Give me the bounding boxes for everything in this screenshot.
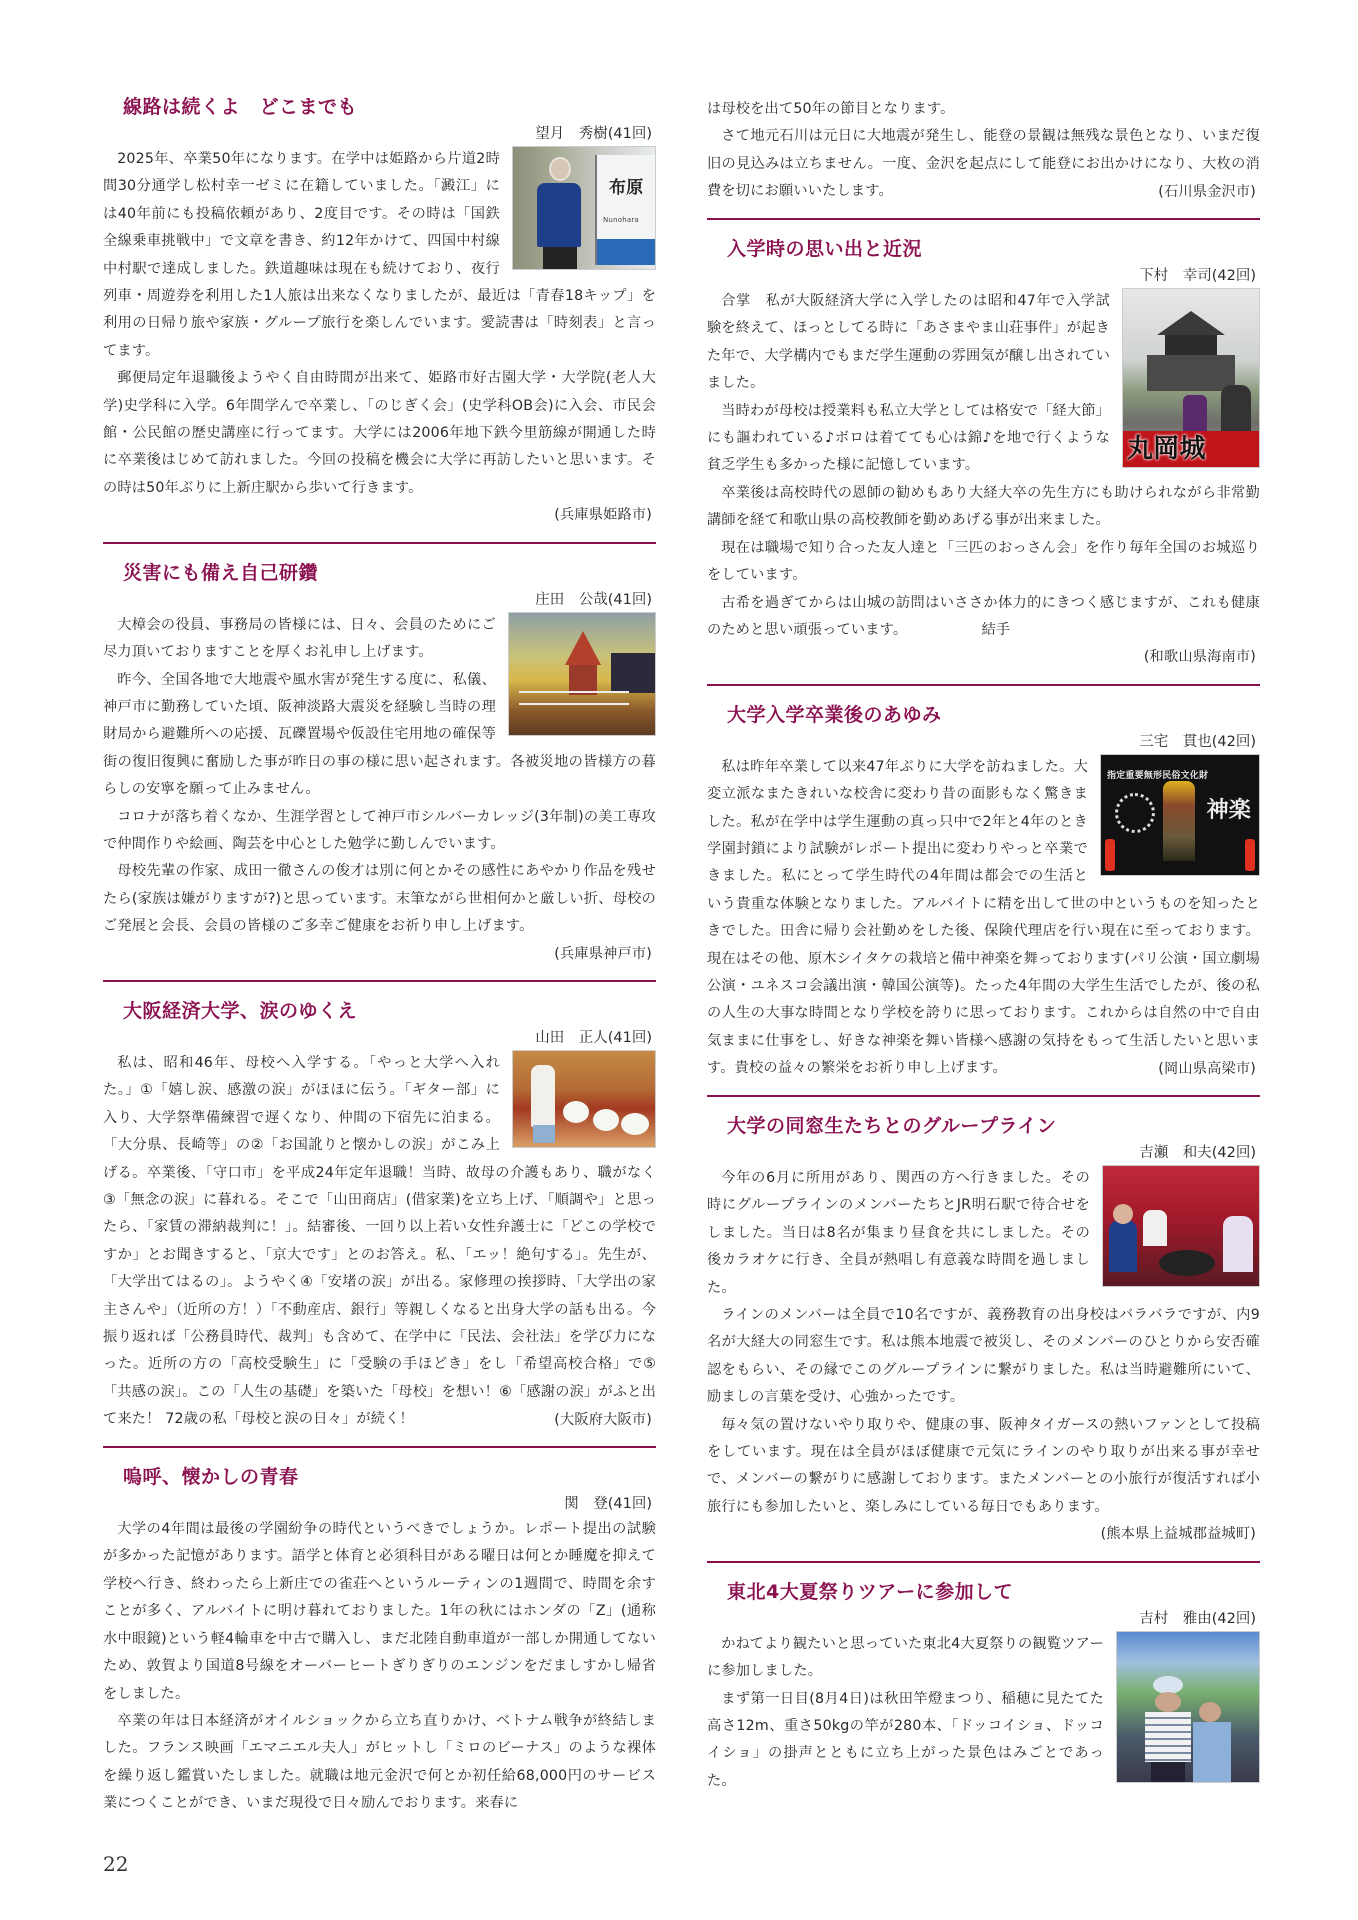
kagura-banner-text: 指定重要無形民俗文化財	[1107, 770, 1209, 781]
article-author: 下村 幸司(42回)	[1139, 268, 1256, 285]
article-senro	[103, 92, 656, 530]
paragraph: さて地元石川は元日に大地震が発生し、能登の景観は無残な景色となり、いまだ復旧の見込みは立ちません。一度、金沢を起点にして能登にお出かけになり、大枚の消費を切にお願いいたします。	[707, 128, 1260, 200]
article-continuation	[707, 96, 1260, 206]
article-body	[103, 1050, 656, 1434]
paragraph: 郵便局定年退職後ようやく自由時間が出来て、姫路市好古園大学・大学院(老人大学)史学科に入学。6年間学んで卒業し、「のじぎく会」(史学科OB会)に入会、市民会館・公民館の歴史講座に行ってます。大学には2006年地下鉄今里筋線が開通した時に卒業後はじめて訪れました。今回の投稿を機会に大学に再訪したいと思います。その時は50年ぶりに上新庄駅から歩いて行きます。	[103, 370, 656, 496]
article-title: 大学の同窓生たちとのグループライン	[727, 1115, 1057, 1137]
section-divider	[707, 1095, 1260, 1097]
article-location: (兵庫県姫路市)	[554, 507, 652, 524]
section-divider	[707, 1561, 1260, 1563]
paragraph: コロナが落ち着くなか、生涯学習として神戸市シルバーカレッジ(3年制)の美工専攻で仲間作りや絵画、陶芸を中心とした勉学に勤しんでいます。	[103, 808, 656, 852]
article-saigai	[103, 558, 656, 968]
article-body	[707, 288, 1260, 672]
article-author: 三宅 貫也(42回)	[1139, 733, 1256, 750]
paragraph: 母校先輩の作家、成田一徹さんの俊才は別に何とかその感性にあやかり作品を残せたら(家族は嫌がりますが?)と思っています。末筆ながら世相何かと厳しい折、母校のご発展と会長、会員の皆様のご多幸ご健康をお祈り申し上げます。	[103, 863, 656, 935]
article-title: 嗚呼、懐かしの青春	[123, 1466, 299, 1489]
article-author: 吉瀬 和夫(42回)	[1139, 1145, 1256, 1161]
section-divider	[103, 980, 656, 982]
article-seishun	[103, 1462, 656, 1817]
paragraph-text: 古希を過ぎてからは山城の訪問はいささか体力的にきつく感じますが、これも健康のためと思い頑張っています。	[707, 594, 1260, 638]
article-location: (石川県金沢市)	[1158, 183, 1256, 200]
article-title: 災害にも備え自己研鑽	[123, 561, 319, 584]
photo-karaoke	[1102, 1165, 1260, 1287]
station-sign	[595, 155, 655, 265]
photo-tanabata	[1116, 1631, 1260, 1783]
article-author: 山田 正人(41回)	[535, 1029, 652, 1046]
article-body	[103, 1516, 656, 1817]
paragraph: かねてより観たいと思っていた東北4大夏祭りの観覧ツアーに参加しました。	[707, 1635, 1104, 1680]
article-title: 東北4大夏祭りツアーに参加して	[727, 1580, 1014, 1603]
paragraph: 合掌 私が大阪経済大学に入学したのは昭和47年で入学試験を終えて、ほっとしてる時に「あさまやま山荘事件」が起きた年で、大学構内でもまだ学生運動の雰囲気が醸し出されていました。	[707, 293, 1110, 392]
article-author: 庄田 公哉(41回)	[535, 591, 652, 608]
article-body	[707, 1165, 1260, 1549]
paragraph: まず第一日目(8月4日)は秋田竿燈まつり、稲穂に見たてた高さ12m、重さ50kgの竿が280本、「ドッコイショ、ドッコイショ」の掛声とともに立ち上がった景色はみごとであった。	[707, 1690, 1104, 1789]
paragraph: は母校を出て50年の節目となります。	[707, 101, 955, 117]
photo-kagura	[1100, 754, 1260, 876]
article-group-line	[707, 1111, 1260, 1549]
article-natsumatsuri	[707, 1577, 1260, 1795]
article-namida	[103, 996, 656, 1434]
section-divider	[707, 218, 1260, 220]
article-nyugaku	[707, 234, 1260, 672]
paragraph: ラインのメンバーは全員で10名ですが、義務教育の出身校はバラバラですが、内9名が大経大の同窓生です。私は熊本地震で被災し、そのメンバーのひとりから安否確認をもらい、その縁でこのグループラインに繋がりました。私は当時避難所にいて、励ましの言葉を受け、心強かったです。	[707, 1307, 1260, 1406]
photo-bar-flowers	[512, 1050, 656, 1148]
article-body	[707, 1631, 1260, 1795]
photo-castle	[1122, 288, 1260, 468]
article-body	[707, 96, 1260, 206]
article-body	[103, 612, 656, 968]
article-location: (熊本県上益城郡益城町)	[1100, 1526, 1256, 1543]
article-location: (兵庫県神戸市)	[554, 945, 652, 962]
article-body	[103, 146, 656, 530]
article-title: 線路は続くよ どこまでも	[123, 96, 358, 118]
castle-caption: 丸岡城	[1127, 433, 1206, 464]
photo-painting	[508, 612, 656, 736]
article-location: (岡山県高梁市)	[1158, 1060, 1256, 1077]
paragraph: 今年の6月に所用があり、関西の方へ行きました。その時にグループラインのメンバーたちとJR明石駅で待合せをしました。当日は8名が集まり昼食を共にしました。その後カラオケに行き、全員が熱唱し有意義な時間を過しました。	[707, 1170, 1090, 1296]
article-author: 関 登(41回)	[564, 1496, 652, 1513]
paragraph: 毎々気の置けないやり取りや、健康の事、阪神タイガースの熱いファンとして投稿をしています。現在は全員がほぼ健康で元気にラインのやり取りが出来る事が幸せで、メンバーの繋がりに感謝しております。またメンバーとの小旅行が復活すれば小旅行にも参加したいと、楽しみにしている毎日でもあります。	[707, 1416, 1260, 1515]
section-divider	[103, 542, 656, 544]
paragraph: 卒業の年は日本経済がオイルショックから立ち直りかけ、ベトナム戦争が終結しました。フランス映画「エマニエル夫人」がヒットし「ミロのビーナス」のような裸体を繰り返し鑑賞いたしました。就職は地元金沢で何とか初任給68,000円のサービス業につくことができ、いまだ現役で日々励んでおります。来春に	[103, 1712, 656, 1812]
signoff: 結手	[981, 621, 1011, 638]
paragraph: 大樟会の役員、事務局の皆様には、日々、会員のためにご尽力頂いておりますことを厚くお礼申し上げます。	[103, 616, 496, 661]
photo-station	[512, 146, 656, 270]
paragraph: 昨今、全国各地で大地震や風水害が発生する度に、私儀、神戸市に勤務していた頃、阪神淡路大震災を経験し当時の理財局から避難所への応援、瓦礫置場や仮設住宅用地の確保等街の復旧復興に奮励した事が昨日の事の様に思い起されます。各被災地の皆様方の暮らしの安寧を願って止みません。	[103, 671, 656, 798]
person-figure	[537, 157, 583, 269]
paragraph: 卒業後は高校時代の恩師の勧めもあり大経大卒の先生方にも助けられながら非常勤講師を経て和歌山県の高校教師を勤めあげる事が出来ました。	[707, 484, 1260, 529]
paragraph: 大学の4年間は最後の学園紛争の時代というべきでしょうか。レポート提出の試験が多かった記憶があります。語学と体育と必須科目がある曜日は何とか睡魔を抑えて学校へ行き、終わったら上新庄での雀荘へというルーティンの1週間で、時間を余すことが多く、アルバイトに明け暮れておりました。1年の秋にはホンダの「Z」(通称水中眼鏡)という軽4輪車を中古で購入し、まだ北陸自動車道が一部しか開通してないため、敦賀より国道8号線をオーバーヒートぎりぎりのエンジンをだましすかし帰省をしました。	[103, 1521, 656, 1702]
right-column	[707, 96, 1260, 1795]
paragraph	[707, 590, 1260, 645]
article-title: 入学時の思い出と近況	[727, 238, 923, 261]
sign-text: 布原	[609, 178, 644, 198]
article-author: 吉村 雅由(42回)	[1139, 1610, 1256, 1627]
paragraph: 私は昨年卒業して以来47年ぶりに大学を訪ねました。大変立派なまたきれいな校舎に変わり昔の面影もなく驚きました。私が在学中は学生運動の真っ只中で2年と4年のとき学園封鎖により試験がレポート提出に変わりやっと卒業できました。私にとって学生時代の4年間は都会での生活という貴重な体験となりました。アルバイトに精を出して世の中というものを知ったときでした。田舎に帰り会社勤めをした後、保険代理店を行い現在に至っております。現在はその他、原木シイタケの栽培と備中神楽を舞っております(パリ公演・国立劇場公演・ユネスコ会議出演・韓国公演等)。たった4年間の大学生生活でしたが、後の私の人生の大事な時間となり学校を誇りに思っております。これからは自然の中で自由気ままに仕事をし、好きな神楽を舞い皆様へ感謝の気持をもって生活したいと思います。貴校の益々の繁栄をお祈り申し上げます。	[707, 758, 1260, 1077]
article-ayumi	[707, 700, 1260, 1083]
left-column	[103, 92, 656, 1818]
section-divider	[103, 1446, 656, 1448]
article-body	[707, 754, 1260, 1083]
page-number: 22	[103, 1852, 129, 1876]
article-title: 大学入学卒業後のあゆみ	[727, 703, 942, 726]
article-location: (大阪府大阪市)	[554, 1411, 652, 1428]
paragraph: 私は、昭和46年、母校へ入学する。「やっと大学へ入れた。」①「嬉し涙、感激の涙」がほほに伝う。「ギター部」に入り、大学祭準備練習で遅くなり、仲間の下宿先に泊まる。「大分県、長崎等」の②「お国訛りと懐かしの涙」がこみ上げる。卒業後、「守口市」を平成24年定年退職！当時、故母の介護もあり、職がなく③「無念の涙」に暮れる。そこで「山田商店」(借家業)を立ち上げ、「順調や」と思ったら、「家賃の滞納裁判に！」。結審後、一回り以上若い女性弁護士に「どこの学校ですか」とお聞きすると、「京大です」とのお答え。私、「エッ！絶句する」。先生が、「大学出てはるの」。ようやく④「安堵の涙」が出る。家修理の挨拶時、「大学出の家主さんや」（近所の方！）「不動産店、銀行」等親しくなると出身大学の話も出る。今振り返れば「公務員時代、裁判」も含めて、在学中に「民法、会社法」を学び力になった。近所の方の「高校受験生」に「受験の手ほどき」をし「希望高校合格」で⑤「共感の涙」。この「人生の基礎」を築いた「母校」を想い！⑥「感謝の涙」がふと出て来た！ 72歳の私「母校と涙の日々」が続く！	[103, 1054, 656, 1428]
paragraph: 当時わが母校は授業料も私立大学としては格安で「経大節」にも謳われている♪ボロは着てても心は錦♪を地で行くような貧乏学生も多かった様に記憶しています。	[707, 402, 1110, 474]
article-title: 大阪経済大学、涙のゆくえ	[123, 999, 358, 1022]
paragraph: 2025年、卒業50年になります。在学中は姫路から片道2時間30分通学し松村幸一ゼミに在籍していました。「澱江」には40年前にも投稿依頼があり、2度目です。その時は「国鉄全線乗車挑戦中」で文章を書き、約12年かけて、四国中村線中村駅で達成しました。鉄道趣味は現在も続けており、夜行列車・周遊券を利用した1人旅は出来なくなりましたが、最近は「青春18キップ」を利用の日帰り旅や家族・グループ旅行を楽しんでいます。愛読書は「時刻表」と言ってます。	[103, 151, 656, 359]
article-location: (和歌山県海南市)	[1143, 649, 1256, 666]
section-divider	[707, 684, 1260, 686]
kagura-banner-big: 神楽	[1206, 797, 1251, 823]
sign-sub: Nunohara	[603, 216, 639, 224]
article-author: 望月 秀樹(41回)	[535, 126, 652, 142]
paragraph: 現在は職場で知り合った友人達と「三匹のおっさん会」を作り毎年全国のお城巡りをしています。	[707, 539, 1260, 584]
